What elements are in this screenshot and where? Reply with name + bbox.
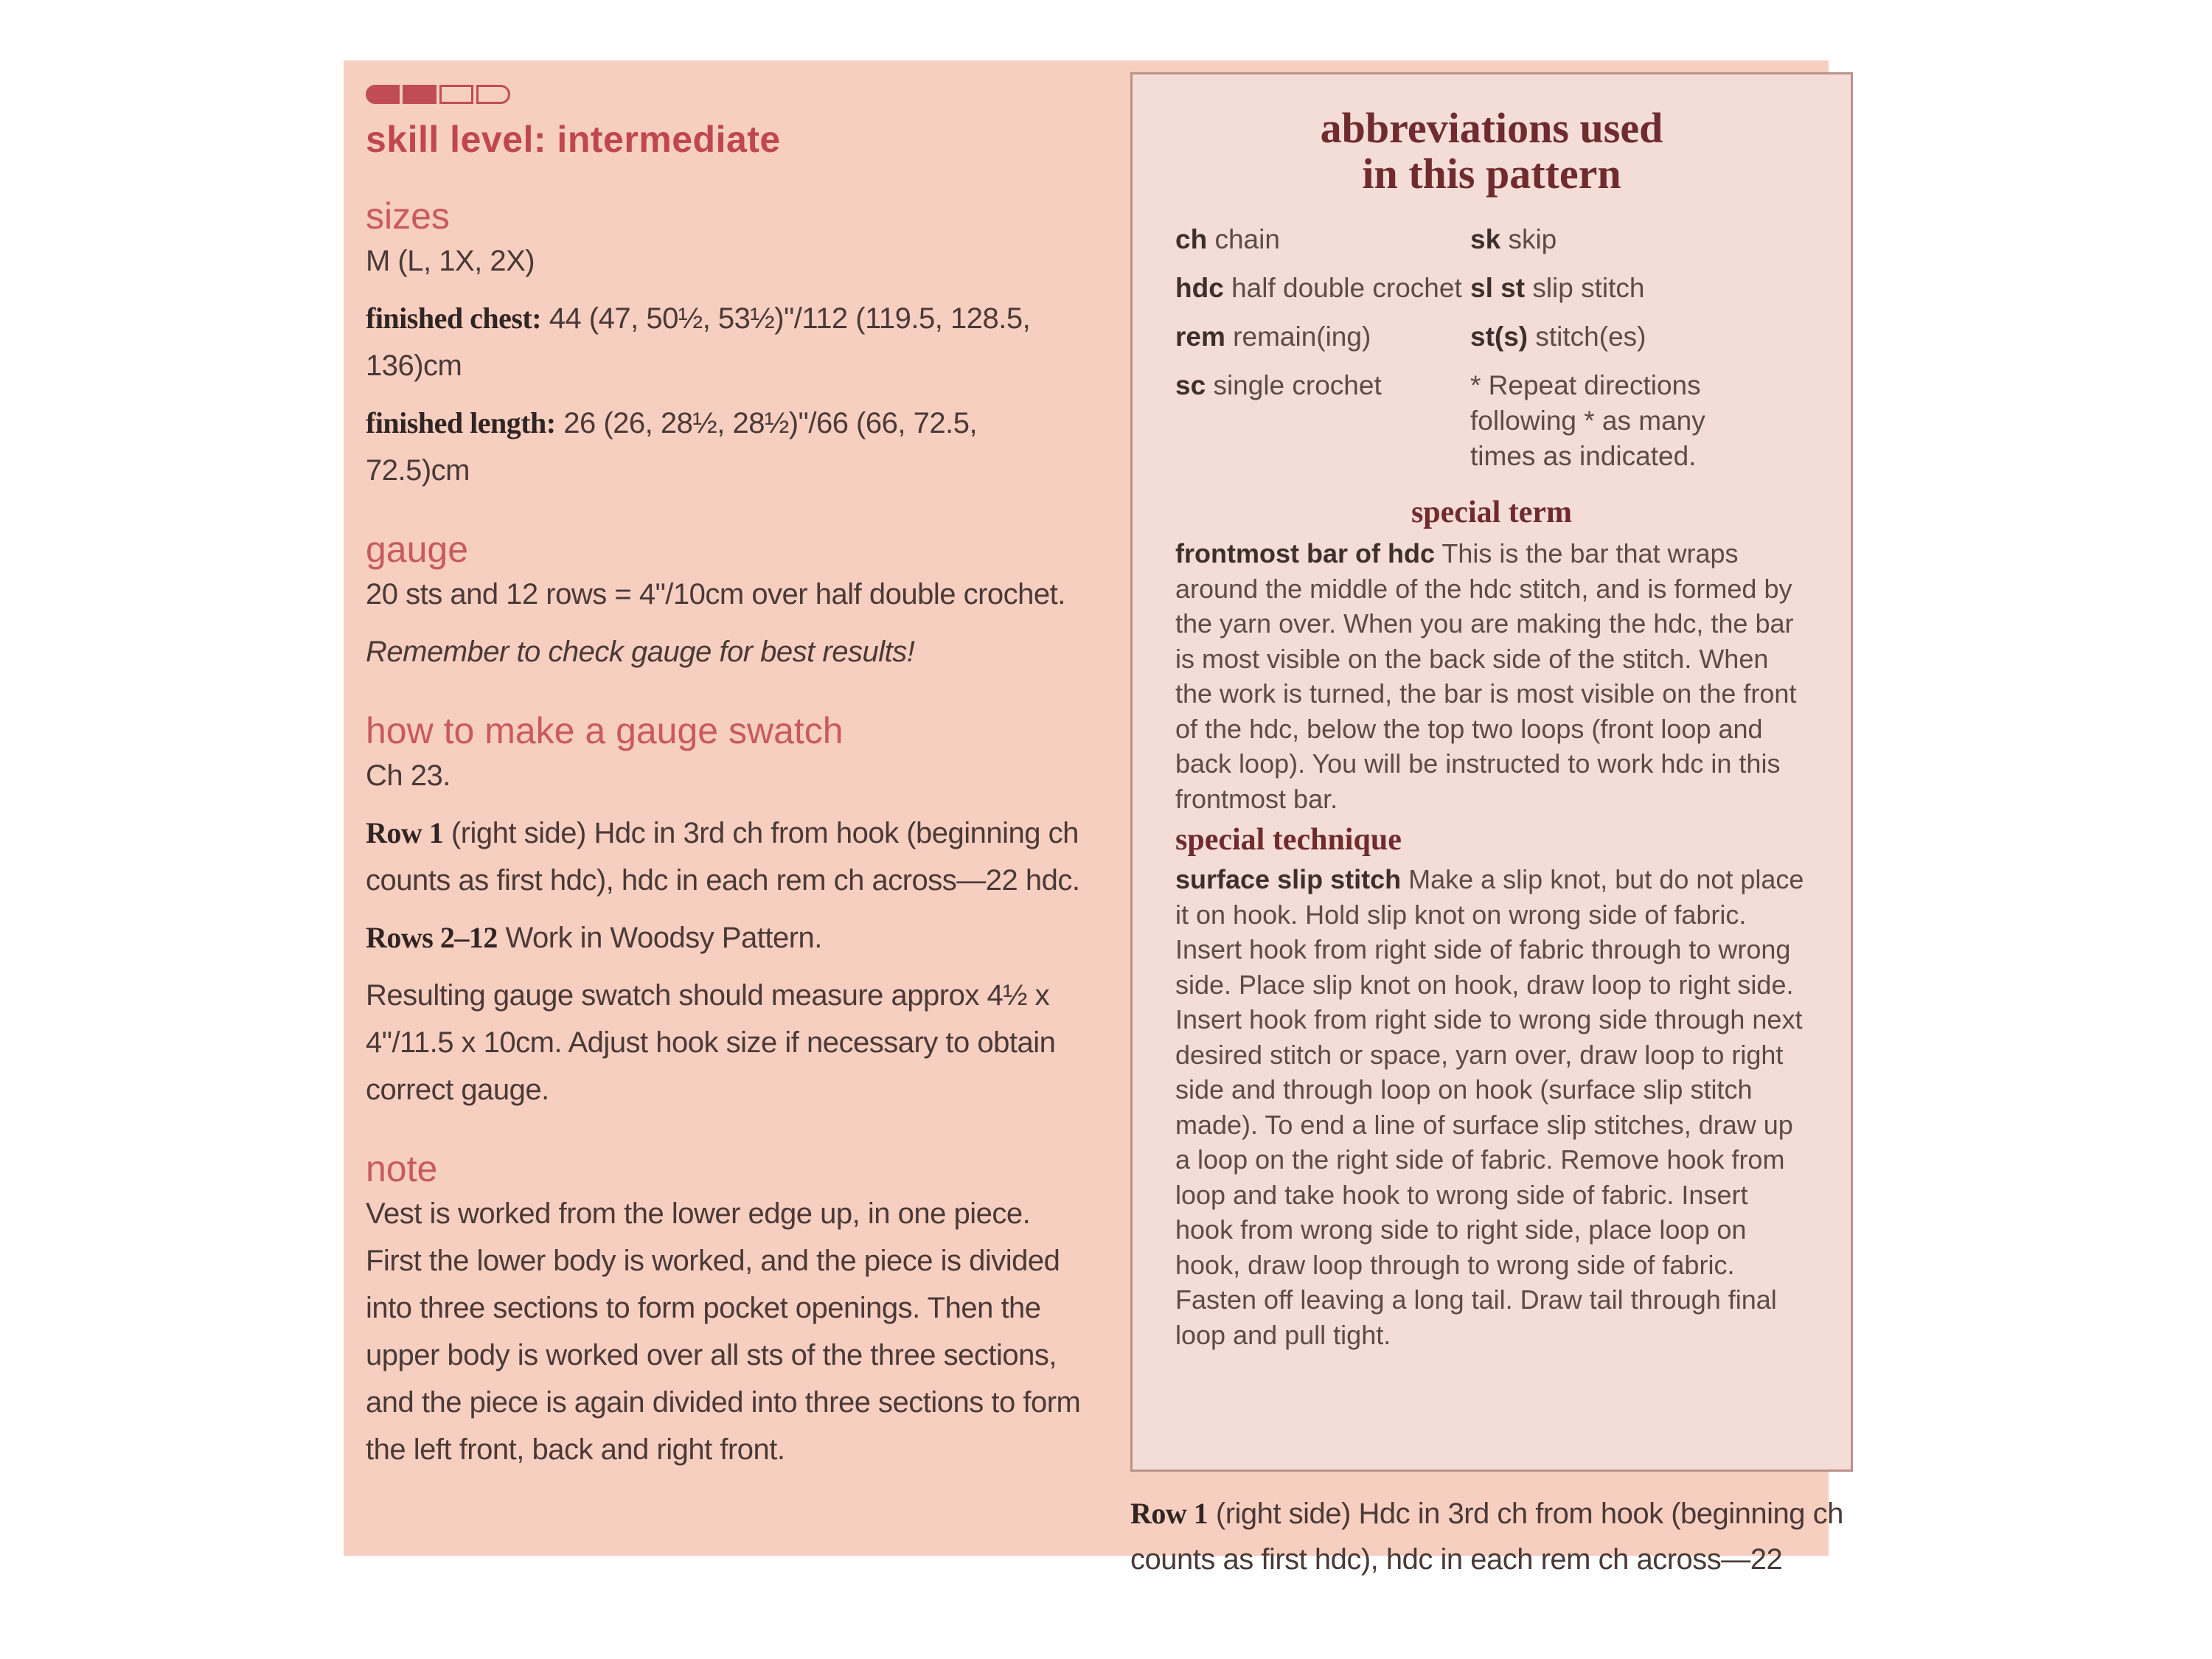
abbreviation-meaning: slip stitch <box>1532 273 1645 303</box>
finished-length <box>366 400 1081 494</box>
abbreviation-item <box>1175 368 1470 403</box>
bottom-row-1-text: (right side) Hdc in 3rd ch from hook (beginning ch <box>1215 1498 1843 1530</box>
abbreviations-title <box>1133 105 1851 197</box>
swatch-row-1 <box>366 810 1081 904</box>
abbreviation-meaning: skip <box>1508 224 1557 254</box>
abbreviation-term: rem <box>1175 321 1225 352</box>
special-technique-label: surface slip stitch <box>1175 864 1402 894</box>
abbreviation-term: sk <box>1470 224 1501 254</box>
finished-length-label: finished length: <box>366 406 556 439</box>
swatch-heading: how to make a gauge swatch <box>366 710 844 751</box>
finished-chest-label: finished chest: <box>366 302 542 335</box>
gauge-text: 20 sts and 12 rows = 4"/10cm over half double crochet. <box>366 578 1065 611</box>
abbreviation-term: st(s) <box>1470 321 1528 352</box>
abbreviation-term: sl st <box>1470 273 1526 303</box>
swatch-rows-2-12-text: Work in Woodsy Pattern. <box>505 922 822 954</box>
abbreviations-column-left <box>1175 222 1470 487</box>
abbreviation-meaning: chain <box>1214 224 1280 254</box>
note-text: Vest is worked from the lower edge up, in one piece. First the lower body is worked, and the piece is divided into three sections to form pocket openings. Then the upper body is worked over all sts of the three sections, and the piece is again divided into three sections to form the left front, back and right front. <box>366 1197 1081 1466</box>
gauge-reminder: Remember to check gauge for best results! <box>366 636 915 668</box>
abbreviation-item <box>1470 222 1765 257</box>
abbreviations-title-line-2: in this pattern <box>1362 150 1621 198</box>
special-term-label: frontmost bar of hdc <box>1175 538 1435 568</box>
abbreviations-box <box>1130 72 1853 1472</box>
swatch-chain: Ch 23. <box>366 759 451 792</box>
skill-meter-segment <box>366 85 400 104</box>
note-heading: note <box>366 1148 438 1189</box>
special-technique-text: Make a slip knot, but do not place it on hook. Hold slip knot on wrong side of fabric. Insert hook from right side of fabric through to wrong side. Place slip knot on hook, draw loop to right side. Insert hook from right side to wrong side through next desired stitch or space, yarn over, draw loop to right side and through loop on hook (surface slip stitch made). To end a line of surface slip stitches, draw up a loop on the right side of fabric. Remove hook from loop and take hook to wrong side of fabric. Insert hook from wrong side to right side, place loop on hook, draw loop through to wrong side of fabric. Fasten off leaving a long tail. Draw tail through final loop and pull tight. <box>1175 864 1804 1350</box>
special-term-heading: special term <box>1411 495 1573 529</box>
gauge-heading: gauge <box>366 529 469 570</box>
finished-chest-value: 44 (47, 50½, 53½)"/112 (119.5, 128.5, 136)cm <box>366 302 1031 382</box>
sizes-heading: sizes <box>366 195 450 237</box>
swatch-row-1-label: Row 1 <box>366 816 444 849</box>
bottom-row-1-cut: counts as first hdc), hdc in each rem ch across—22 <box>1130 1543 1783 1576</box>
abbreviation-meaning: stitch(es) <box>1535 321 1646 352</box>
abbreviation-term: sc <box>1175 370 1206 400</box>
abbreviation-meaning: half double crochet <box>1231 273 1462 303</box>
abbreviation-item <box>1470 271 1765 306</box>
special-term-paragraph <box>1175 536 1809 816</box>
abbreviation-item <box>1470 319 1765 355</box>
sizes-values: M (L, 1X, 2X) <box>366 245 535 277</box>
pattern-page <box>344 60 1843 1576</box>
finished-chest <box>366 295 1081 389</box>
swatch-row-1-text: (right side) Hdc in 3rd ch from hook (beginning ch counts as first hdc), hdc in each rem ch across—22 hdc. <box>366 817 1080 897</box>
swatch-rows-2-12 <box>366 914 1081 961</box>
skill-meter-segment <box>476 85 510 104</box>
bottom-row-1 <box>1130 1491 1843 1582</box>
abbreviation-term: ch <box>1175 224 1208 254</box>
abbreviations-column-right <box>1470 222 1765 487</box>
abbreviation-item <box>1175 222 1470 257</box>
special-term-text: This is the bar that wraps around the middle of the hdc stitch, and is formed by the yarn over. When you are making the hdc, the bar is most visible on the back side of the stitch. When the work is turned, the bar is most visible on the front of the hdc, below the top two loops (front loop and back loop). You will be instructed to work hdc in this frontmost bar. <box>1175 538 1797 814</box>
abbreviation-item <box>1175 319 1470 355</box>
abbreviation-item <box>1175 271 1470 306</box>
left-column <box>366 83 1081 1473</box>
swatch-result: Resulting gauge swatch should measure approx 4½ x 4"/11.5 x 10cm. Adjust hook size if necessary to obtain correct gauge. <box>366 979 1056 1106</box>
skill-meter-segment <box>403 85 437 104</box>
swatch-rows-2-12-label: Rows 2–12 <box>366 921 498 954</box>
skill-meter-segment <box>439 85 473 104</box>
abbreviations-title-line-1: abbreviations used <box>1320 104 1663 152</box>
abbreviation-meaning: remain(ing) <box>1233 321 1371 352</box>
bottom-row-1-label: Row 1 <box>1130 1497 1208 1530</box>
abbreviations-list <box>1175 222 1851 487</box>
abbreviation-term: hdc <box>1175 273 1224 303</box>
abbreviation-meaning: * Repeat directions following * as many times as indicated. <box>1470 370 1705 471</box>
abbreviation-item <box>1470 368 1765 474</box>
finished-length-value: 26 (26, 28½, 28½)"/66 (66, 72.5, 72.5)cm <box>366 407 978 487</box>
skill-level-meter-icon <box>366 84 1081 105</box>
special-technique-heading: special technique <box>1175 823 1402 857</box>
abbreviation-meaning: single crochet <box>1213 370 1382 400</box>
skill-level-label: skill level: intermediate <box>366 119 781 160</box>
special-technique-paragraph <box>1175 862 1809 1352</box>
